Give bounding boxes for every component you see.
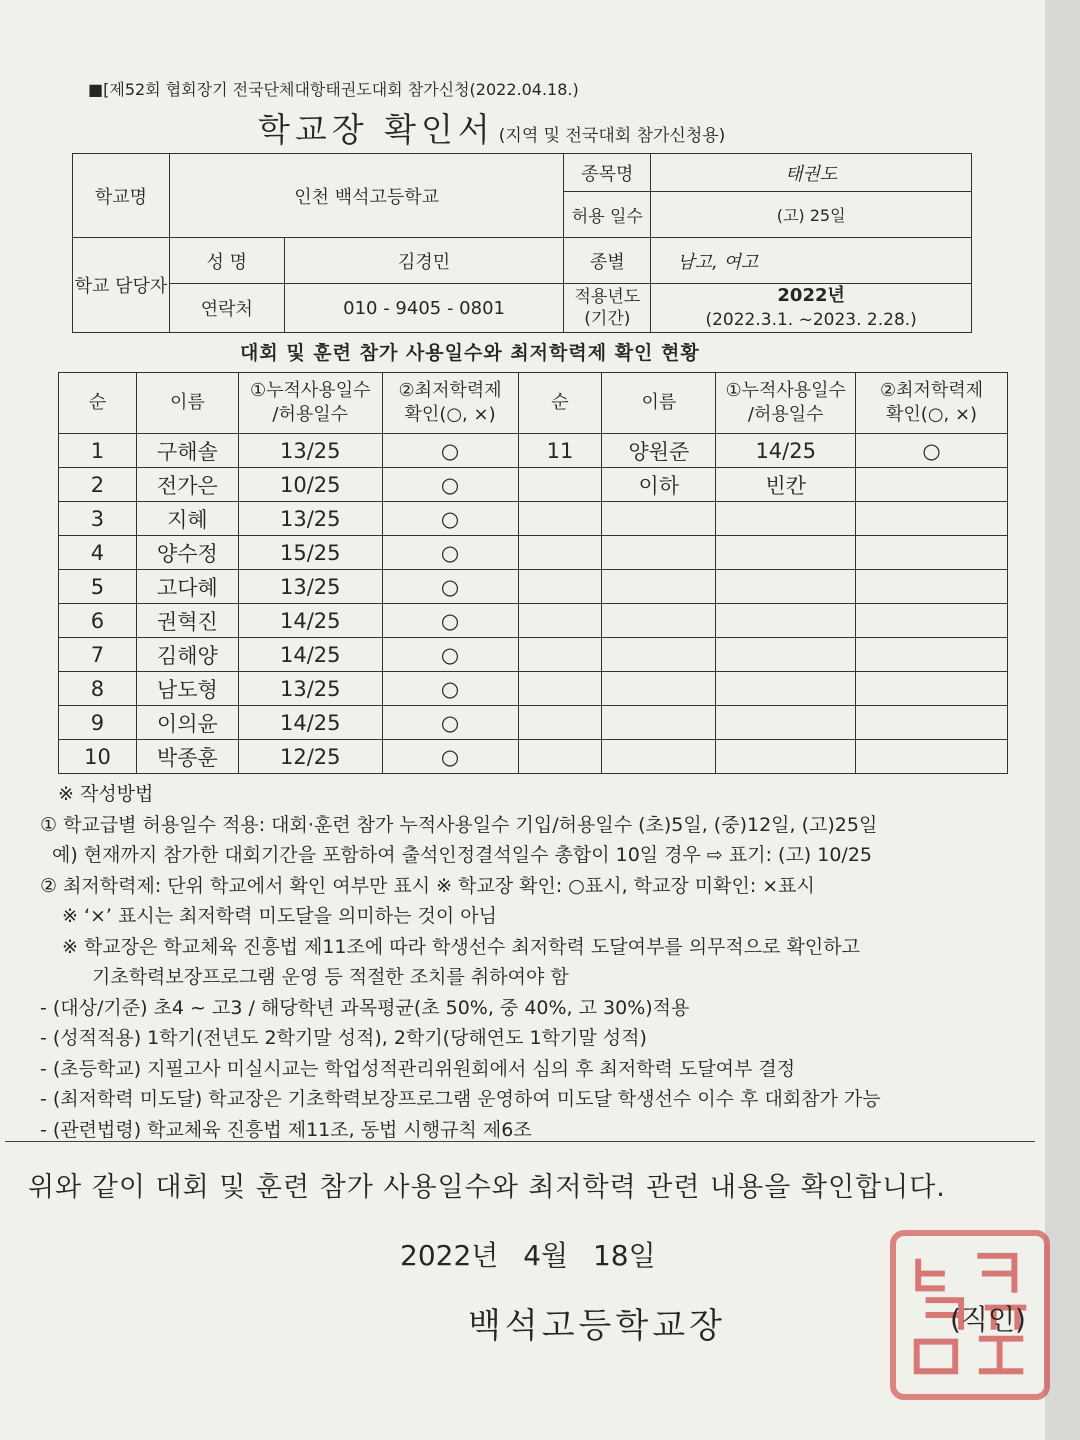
event-label: 종목명 [564,154,651,192]
row-number: 4 [59,536,137,570]
days-used [716,638,856,672]
row-number [518,468,602,502]
seal-label: (직인) [950,1303,1026,1336]
row-number: 8 [59,672,137,706]
school-name-label: 학교명 [73,154,170,238]
academic-check: ○ [382,536,518,570]
note-2: ② 최저학력제: 단위 학교에서 확인 여부만 표시 ※ 학교장 확인: ○표시, 학교장 미확인: ×표시 [40,874,815,897]
row-number: 6 [59,604,137,638]
contact-label: 연락처 [169,284,284,333]
row-number: 9 [59,706,137,740]
academic-check [856,468,1008,502]
athlete-name [602,740,716,774]
table-row [59,672,1008,706]
col-name-left: 이름 [136,373,238,434]
athlete-name [602,706,716,740]
table-title: 대회 및 훈련 참가 사용일수와 최저학력제 확인 현황 [240,342,700,364]
allowed-days-label: 허용 일수 [564,192,651,238]
manager-label: 학교 담당자 [73,238,170,333]
days-used: 10/25 [238,468,382,502]
athlete-name: 전가은 [136,468,238,502]
apply-year-label: 적용년도 (기간) [564,284,651,333]
table-body [59,434,1008,774]
academic-check [856,502,1008,536]
athlete-name: 권혁진 [136,604,238,638]
col-check-left: ②최저학력제 확인(○, ×) [382,373,518,434]
table-row [59,434,1008,468]
table-row [59,468,1008,502]
apply-year-cell [651,284,972,333]
days-used: 14/25 [716,434,856,468]
row-number: 1 [59,434,137,468]
row-number [518,706,602,740]
days-used: 빈칸 [716,468,856,502]
table-row [59,604,1008,638]
days-used [716,706,856,740]
school-name-value: 인천 백석고등학교 [169,154,564,238]
manager-name-label: 성 명 [169,238,284,284]
table-row [59,502,1008,536]
competition-header: ■[제52회 협회장기 전국단체대항태권도대회 참가신청(2022.04.18.) [88,80,579,99]
note-5: - (대상/기준) 초4 ~ 고3 / 해당학년 과목평균(초 50%, 중 40%, 고 30%)적용 [40,996,690,1019]
row-number [518,740,602,774]
days-used [716,604,856,638]
academic-check: ○ [382,604,518,638]
document-subtitle: (지역 및 전국대회 참가신청용) [498,126,726,146]
table-row [59,638,1008,672]
row-number: 7 [59,638,137,672]
event-value: 태권도 [651,154,972,192]
col-check-right: ②최저학력제 확인(○, ×) [856,373,1008,434]
manager-name-value: 김경민 [284,238,564,284]
days-used [716,570,856,604]
athlete-name: 남도형 [136,672,238,706]
row-number [518,672,602,706]
athlete-name: 박종훈 [136,740,238,774]
academic-check [856,638,1008,672]
academic-check [856,536,1008,570]
athlete-name [602,672,716,706]
table-row [59,536,1008,570]
row-number [518,570,602,604]
note-4-cont: 기초학력보장프로그램 운영 등 적절한 조치를 취하여야 함 [92,966,569,988]
days-used: 14/25 [238,604,382,638]
note-8: - (최저학력 미도달) 학교장은 기초학력보장프로그램 운영하여 미도달 학생선수 이수 후 대회참가 가능 [40,1088,881,1110]
days-used [716,502,856,536]
col-name-right: 이름 [602,373,716,434]
days-used [716,740,856,774]
table-row [59,706,1008,740]
academic-check [856,740,1008,774]
row-number: 10 [59,740,137,774]
contact-value: 010 - 9405 - 0801 [284,284,564,333]
school-info-table [72,153,972,333]
academic-check: ○ [382,638,518,672]
days-used: 13/25 [238,434,382,468]
note-4: ※ 학교장은 학교체육 진흥법 제11조에 따라 학생선수 최저학력 도달여부를 의무적으로 확인하고 [62,935,860,958]
athlete-name: 구해솔 [136,434,238,468]
note-3: ※ ‘×’ 표시는 최저학력 미도달을 의미하는 것이 아님 [62,905,497,927]
athlete-name: 김해양 [136,638,238,672]
col-days-left: ①누적사용일수 /허용일수 [238,373,382,434]
days-used: 14/25 [238,706,382,740]
days-used: 13/25 [238,672,382,706]
apply-year-period: (2022.3.1. ~2023. 2.28.) [705,310,917,330]
academic-check [856,604,1008,638]
gender-label: 종별 [564,238,651,284]
table-row [59,570,1008,604]
row-number [518,604,602,638]
row-number [518,536,602,570]
academic-check: ○ [856,434,1008,468]
days-used: 13/25 [238,570,382,604]
confirmation-statement: 위와 같이 대회 및 훈련 참가 사용일수와 최저학력 관련 내용을 확인합니다. [28,1172,946,1203]
title-row [258,104,725,151]
note-9: - (관련법령) 학교체육 진흥법 제11조, 동법 시행규칙 제6조 [40,1118,532,1141]
apply-year-value: 2022년 [777,285,845,306]
col-days-right: ①누적사용일수 /허용일수 [716,373,856,434]
divider [5,1141,1035,1142]
row-number [518,502,602,536]
athlete-name: 지혜 [136,502,238,536]
col-no-left: 순 [59,373,137,434]
days-used [716,672,856,706]
row-number: 3 [59,502,137,536]
academic-check: ○ [382,672,518,706]
academic-check [856,570,1008,604]
athlete-name [602,604,716,638]
document-title: 학교장 확인서 [258,110,495,149]
instructions [40,779,881,1145]
note-7: - (초등학교) 지필고사 미실시교는 학업성적관리위원회에서 심의 후 최저학력 도달여부 결정 [40,1057,796,1080]
col-no-right: 순 [518,373,602,434]
athlete-name: 양수정 [136,536,238,570]
athlete-name: 이의윤 [136,706,238,740]
days-used: 12/25 [238,740,382,774]
athlete-name [602,638,716,672]
academic-check: ○ [382,740,518,774]
table-header-row [59,373,1008,434]
row-number: 11 [518,434,602,468]
athlete-name: 고다혜 [136,570,238,604]
row-number: 2 [59,468,137,502]
note-1: ① 학교급별 허용일수 적용: 대회·훈련 참가 누적사용일수 기입/허용일수 (초)5일, (중)12일, (고)25일 [40,813,878,836]
academic-check: ○ [382,434,518,468]
notes-heading: ※ 작성방법 [58,783,154,805]
academic-check [856,706,1008,740]
athlete-name [602,570,716,604]
row-number: 5 [59,570,137,604]
academic-check: ○ [382,502,518,536]
athlete-name [602,536,716,570]
academic-check: ○ [382,468,518,502]
table-row [59,740,1008,774]
academic-check [856,672,1008,706]
days-used [716,536,856,570]
days-used: 14/25 [238,638,382,672]
note-6: - (성적적용) 1학기(전년도 2학기말 성적), 2학기(당해연도 1학기말 성적) [40,1027,647,1049]
athlete-name: 양원준 [602,434,716,468]
athlete-name [602,502,716,536]
academic-check: ○ [382,706,518,740]
days-used: 13/25 [238,502,382,536]
row-number [518,638,602,672]
note-1-example: 예) 현재까지 참가한 대회기간을 포함하여 출석인정결석일수 총합이 10일 경우 ⇨ 표기: (고) 10/25 [52,844,873,866]
days-used: 15/25 [238,536,382,570]
allowed-days-value: (고) 25일 [651,192,972,238]
principal-signature: 백석고등학교장 [468,1306,726,1346]
gender-value: 남고, 여고 [651,238,972,284]
athlete-table [58,372,1008,774]
document-date: 2022년 4월 18일 [400,1239,656,1272]
academic-check: ○ [382,570,518,604]
athlete-name: 이하 [602,468,716,502]
